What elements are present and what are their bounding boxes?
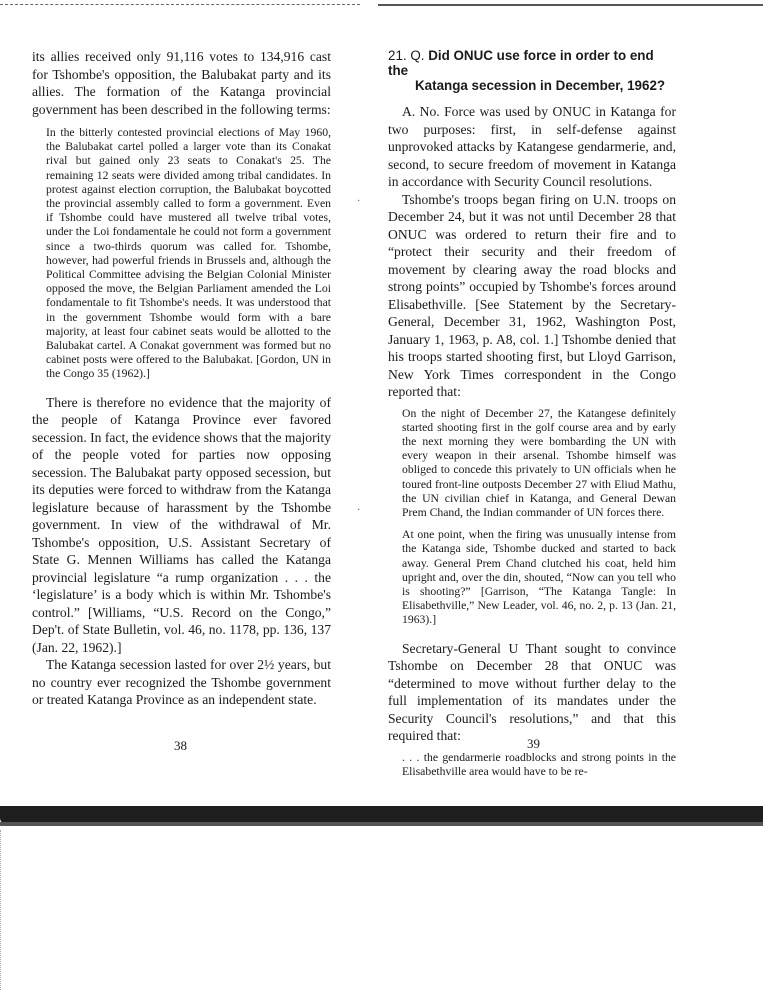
top-border-right <box>378 4 763 6</box>
right-paragraph-3: Secretary-General U Thant sought to convince Tshombe on December 28 that ONUC was “determined to move without further delay to the full implementation of its mandates under the Security Council's resolutions,” and that this required that: <box>388 640 676 744</box>
right-paragraph-1: A. No. Force was used by ONUC in Katanga for two purposes: first, in self-defense against unprovoked attacks by Katangese gendarmerie, and, second, to secure freedom of movement in Katanga in accordance with Security Council resolutions. <box>388 104 676 189</box>
left-page-column <box>32 48 331 709</box>
right-block-quote-3: . . . the gendarmerie roadblocks and strong points in the Elisabethville area would have to be re- <box>402 750 676 778</box>
question-number: 21. Q. <box>388 48 425 63</box>
right-page-column <box>388 48 676 779</box>
question-text-line-1: Did ONUC use force in order to end the <box>388 48 654 78</box>
left-paragraph-3: The Katanga secession lasted for over 2½ years, but no country ever recognized the Tshombe government or treated Katanga Province as an independent state. <box>32 657 331 708</box>
right-block-quote-2: At one point, when the firing was unusually intense from the Katanga side, Tshombe ducked and started to back away. General Prem Chand clutched his coat, held him upright and, over the din, shouted, “Now can you tell who is shooting?” [Garrison, “The Katanga Tangle: In Elisabethville,” New Leader, vol. 46, no. 2, p. 13 (Jan. 21, 1963).] <box>402 528 676 627</box>
top-border-left <box>0 4 360 7</box>
page-number-right: 39 <box>527 736 540 751</box>
question-text-line-2: Katanga secession in December, 1962? <box>415 78 666 93</box>
right-paragraph-2: Tshombe's troops began firing on U.N. troops on December 24, but it was not until December 28 that ONUC was ordered to return their fire and to “protect their security and their freedom of movement by clearing away the road blocks and strong points” occupied by Tshombe's forces around Elisabethville. [See Statement by the Secretary-General, December 31, 1962, Washington Post, January 1, 1963, p. A8, col. 1.] Tshombe denied that his troops started shooting first, but Lloyd Garrison, New York Times correspondent in the Congo reported that: <box>388 191 676 399</box>
left-block-quote: In the bitterly contested provincial elections of May 1960, the Balubakat cartel polled a larger vote than its Conakat rival but gained only 23 seats to Conakat's 25. The remaining 12 seats were divided among tribal candidates. In protest against election corruption, the Balubakat boycotted the provincial assembly called to form a government. Even if Tshombe could have mustered all twelve tribal votes, under the Loi fondamentale he could not form a government since a two-thirds quorum was called for. Tshombe, however, had powerful friends in Brussels and, although the Political Committee advising the Belgian Colonial Minister opposed the move, the Belgian Parliament amended the Loi fondamentale to fit Tshombe's needs. It was understood that in the government Tshombe would form with a bare majority, at least four cabinet seats would be allotted to the Balubakat cartel. A Conakat government was formed but no cabinet posts were offered to the Balubakat. [Gordon, UN in the Congo 35 (1962).] <box>46 126 331 381</box>
page-number-left: 38 <box>174 738 187 753</box>
scan-bottom-shadow <box>0 822 763 826</box>
margin-mark: · <box>357 196 361 207</box>
margin-mark: · <box>357 505 361 516</box>
right-block-quote-1: On the night of December 27, the Katangese definitely started shooting first in the golf course area and by early the next morning they were bombarding the UN with every weapon in their arsenal. Tshombe himself was obliged to concede this privately to UN officials when he toured front-line outposts December 27 with Eliud Mathu, the UN civilian chief in Katanga, and General Dewan Prem Chand, the Indian commander of UN forces there. <box>402 406 676 519</box>
scan-left-edge <box>0 830 2 990</box>
question-heading <box>388 48 676 93</box>
left-paragraph-1: its allies received only 91,116 votes to 134,916 cast for Tshombe's opposition, the Balubakat party and its allies. The formation of the Katanga provincial government has been described in the following terms: <box>32 49 331 117</box>
left-paragraph-2: There is therefore no evidence that the majority of the people of Katanga Province ever favored secession. In fact, the evidence shows that the majority of the people voted for parties now opposing secession. The Balubakat party opposed secession, but its deputies were forced to withdraw from the Katanga legislature because of harassment by the Tshombe government. In view of the withdrawal of Mr. Tshombe's opposition, U.S. Assistant Secretary of State G. Mennen Williams has called the Katanga provincial legislature “a rump organization . . . the ‘legislature’ is a body which is within Mr. Tshombe's control.” [Williams, “U.S. Record on the Congo,” Dep't. of State Bulletin, vol. 46, no. 1178, pp. 136, 137 (Jan. 22, 1962).] <box>32 394 331 655</box>
